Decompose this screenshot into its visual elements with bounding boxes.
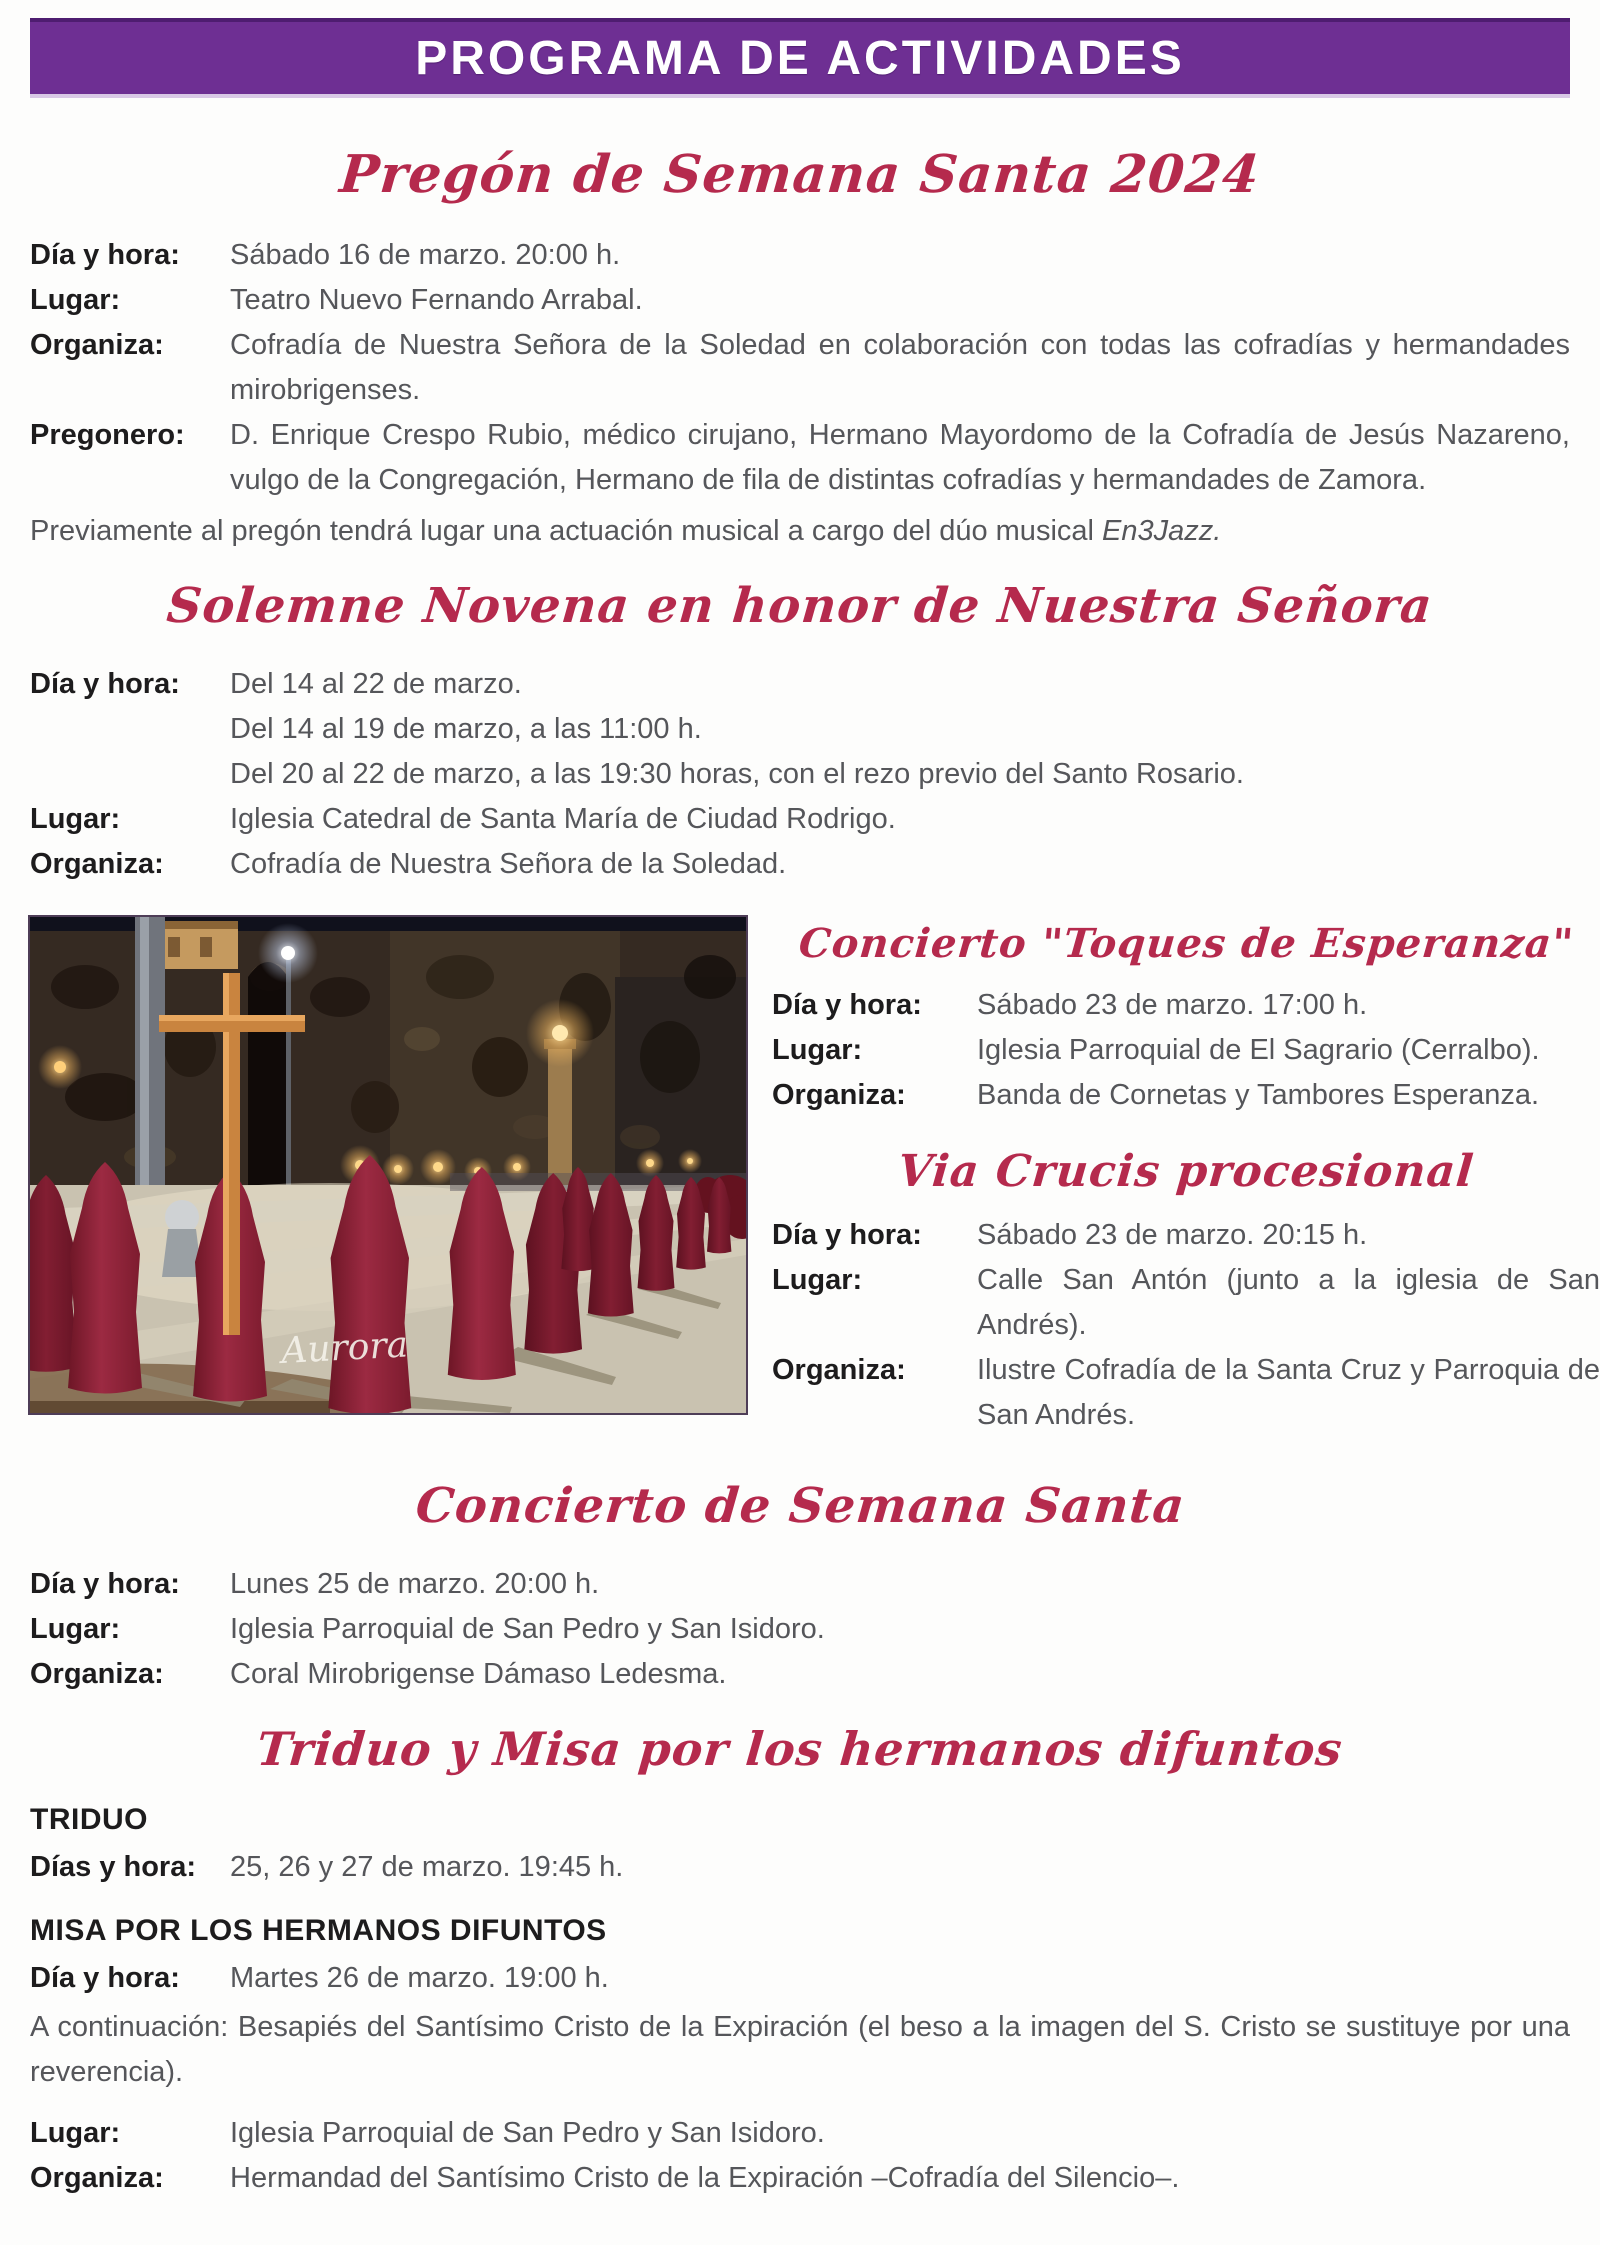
misa-subheading: MISA POR LOS HERMANOS DIFUNTOS (30, 1913, 607, 1947)
field-value: Sábado 23 de marzo. 20:15 h. (977, 1219, 1368, 1251)
field-value: Calle San Antón (junto a la iglesia de San Andrés). (977, 1264, 1600, 1341)
photo-watermark: Aurora (280, 1324, 410, 1372)
section-heading-toques-text: Concierto "Toques de Esperanza" (796, 920, 1576, 967)
section-heading-pregon-text: Pregón de Semana Santa 2024 (337, 144, 1263, 205)
field-value: Coral Mirobrigense Dámaso Ledesma. (230, 1658, 727, 1690)
field-value: Iglesia Parroquial de San Pedro y San Isidoro. (230, 2116, 825, 2149)
pregon-note (30, 509, 1570, 554)
section-heading-triduo (30, 1721, 1570, 1779)
field-row (30, 2156, 1570, 2201)
field-row (30, 278, 1570, 323)
field-value: Hermandad del Santísimo Cristo de la Expiración –Cofradía del Silencio–. (230, 2161, 1180, 2194)
field-value: Teatro Nuevo Fernando Arrabal. (230, 284, 643, 316)
field-value: Iglesia Parroquial de San Pedro y San Isidoro. (230, 1613, 825, 1645)
field-row (30, 842, 1570, 887)
field-label: Lugar: (30, 2116, 121, 2149)
field-label: Día y hora: (772, 1219, 922, 1251)
field-value: Banda de Cornetas y Tambores Esperanza. (977, 1079, 1540, 1111)
field-row (772, 1073, 1600, 1118)
field-value: Del 14 al 22 de marzo. (230, 668, 522, 700)
field-row (30, 1607, 1570, 1652)
field-value: Cofradía de Nuestra Señora de la Soledad. (230, 848, 787, 880)
field-label (30, 752, 230, 797)
viacrucis-fields (772, 1213, 1600, 1438)
field-label: Lugar: (30, 803, 121, 835)
field-row (30, 1845, 1570, 1890)
field-value: Lunes 25 de marzo. 20:00 h. (230, 1568, 600, 1600)
field-label: Día y hora: (772, 989, 922, 1021)
field-value: D. Enrique Crespo Rubio, médico cirujano, Hermano Mayordomo de la Cofradía de Jesús Nazareno, vulgo de la Congregación, Hermano de fila de distintas cofradías y hermandades de Zamora. (230, 419, 1570, 496)
procession-photo (28, 915, 748, 1415)
field-value: Iglesia Catedral de Santa María de Ciudad Rodrigo. (230, 803, 896, 835)
pregon-fields (30, 233, 1570, 503)
field-row (30, 413, 1570, 503)
field-row (30, 752, 1570, 797)
field-value: Cofradía de Nuestra Señora de la Soledad en colaboración con todas las cofradías y hermandades mirobrigenses. (230, 329, 1570, 406)
field-label (30, 707, 230, 752)
field-row (30, 797, 1570, 842)
field-label: Día y hora: (30, 1961, 180, 1994)
field-value: Del 14 al 19 de marzo, a las 11:00 h. (230, 713, 702, 745)
section-heading-concierto-text: Concierto de Semana Santa (413, 1478, 1187, 1534)
section-heading-toques (772, 919, 1600, 969)
field-value: 25, 26 y 27 de marzo. 19:45 h. (230, 1850, 624, 1883)
field-row (772, 1213, 1600, 1258)
field-value: Ilustre Cofradía de la Santa Cruz y Parroquia de San Andrés. (977, 1354, 1600, 1431)
field-label: Día y hora: (30, 1568, 180, 1600)
photo-and-events-region (0, 915, 1600, 1438)
field-row (772, 1028, 1600, 1073)
misa-location-fields (30, 2111, 1570, 2201)
procession-photo-art (30, 917, 746, 1413)
triduo-subheading: TRIDUO (30, 1802, 148, 1836)
field-row (30, 2111, 1570, 2156)
novena-fields (30, 662, 1570, 887)
field-label: Lugar: (772, 1264, 863, 1296)
field-row (30, 1562, 1570, 1607)
field-label: Lugar: (30, 284, 121, 316)
pregon-note-text: Previamente al pregón tendrá lugar una actuación musical a cargo del dúo musical (30, 515, 1103, 547)
triduo-fields (30, 1845, 1570, 1890)
section-heading-triduo-text: Triduo y Misa por los hermanos difuntos (254, 1722, 1346, 1776)
field-label: Lugar: (772, 1034, 863, 1066)
field-label: Organiza: (772, 1079, 906, 1111)
field-label: Organiza: (30, 329, 164, 361)
field-label: Día y hora: (30, 668, 180, 700)
pregon-note-italic: En3Jazz. (1102, 515, 1222, 547)
field-value: Martes 26 de marzo. 19:00 h. (230, 1961, 609, 1994)
field-row (772, 1348, 1600, 1438)
field-label: Pregonero: (30, 419, 185, 451)
field-label: Organiza: (30, 2161, 164, 2194)
field-row (30, 662, 1570, 707)
field-label: Organiza: (30, 1658, 164, 1690)
field-value: Sábado 16 de marzo. 20:00 h. (230, 239, 621, 271)
section-heading-novena-text: Solemne Novena en honor de Nuestra Señora (164, 578, 1436, 634)
misa-fields (30, 1956, 1570, 2001)
field-label: Organiza: (772, 1354, 906, 1386)
field-row (30, 233, 1570, 278)
field-value: Iglesia Parroquial de El Sagrario (Cerralbo). (977, 1034, 1540, 1066)
field-label: Día y hora: (30, 239, 180, 271)
field-value: Del 20 al 22 de marzo, a las 19:30 horas, con el rezo previo del Santo Rosario. (230, 758, 1244, 790)
field-row (772, 983, 1600, 1028)
field-row (30, 707, 1570, 752)
field-row (30, 1652, 1570, 1697)
section-heading-novena (30, 576, 1570, 636)
misa-note: A continuación: Besapiés del Santísimo Cristo de la Expiración (el beso a la imagen del S. Cristo se sustituye por una reverencia). (30, 2010, 1570, 2088)
field-label: Días y hora: (30, 1850, 196, 1883)
toques-fields (772, 983, 1600, 1118)
concierto-fields (30, 1562, 1570, 1697)
field-row (30, 1956, 1570, 2001)
section-heading-pregon (30, 142, 1570, 207)
section-heading-concierto (30, 1476, 1570, 1536)
field-row (30, 323, 1570, 413)
field-value: Sábado 23 de marzo. 17:00 h. (977, 989, 1368, 1021)
field-label: Lugar: (30, 1613, 121, 1645)
section-heading-viacrucis-text: Via Crucis procesional (895, 1146, 1477, 1197)
field-label: Organiza: (30, 848, 164, 880)
field-row (772, 1258, 1600, 1348)
header-banner (30, 18, 1570, 98)
right-column (748, 915, 1600, 1438)
section-heading-viacrucis (772, 1144, 1600, 1199)
page-title: PROGRAMA DE ACTIVIDADES (415, 31, 1185, 85)
